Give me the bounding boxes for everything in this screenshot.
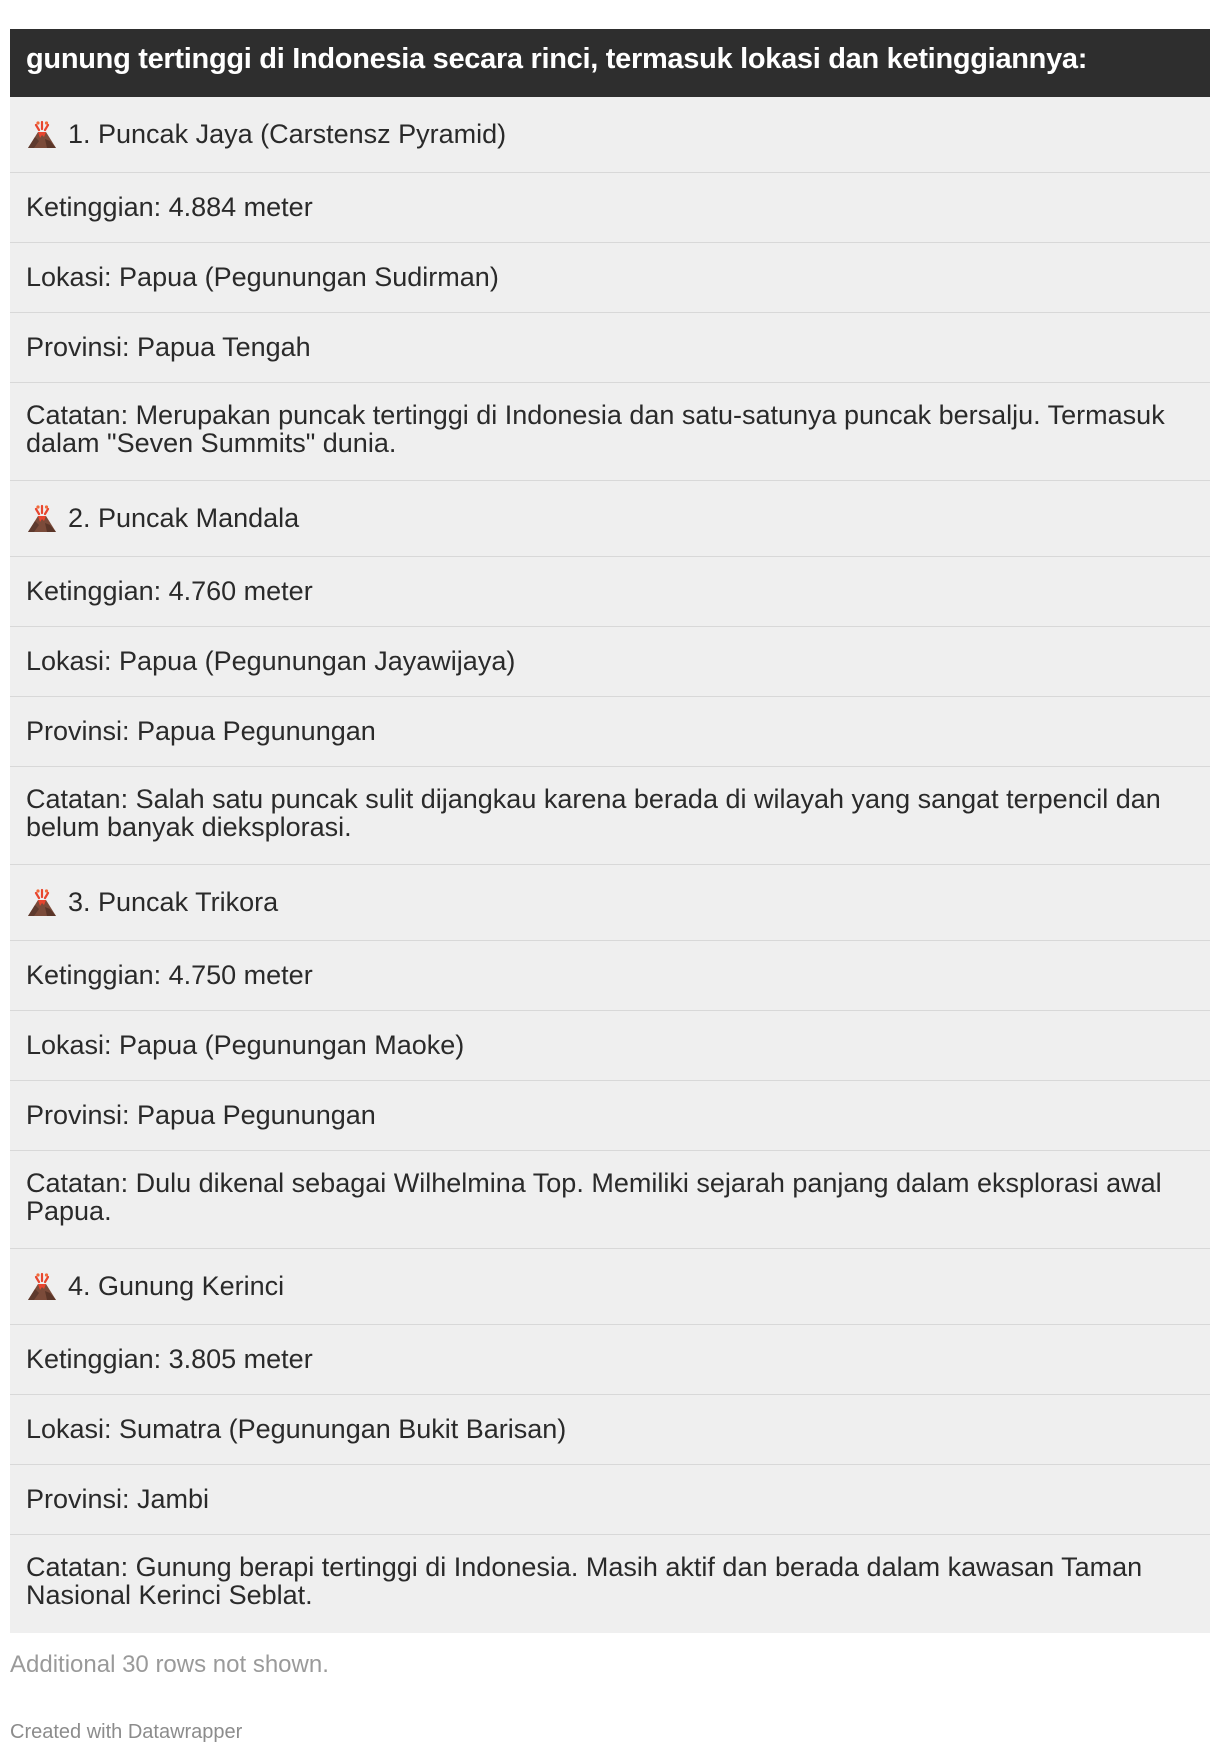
volcano-icon bbox=[26, 503, 58, 535]
table-row-mountain-title bbox=[10, 1249, 1210, 1325]
datawrapper-table-chart bbox=[10, 29, 1210, 1744]
table-cell-text: Lokasi: Papua (Pegunungan Sudirman) bbox=[26, 262, 499, 292]
table-row bbox=[10, 1325, 1210, 1395]
table-cell-text: Catatan: Gunung berapi tertinggi di Indonesia. Masih aktif dan berada dalam kawasan Taman Nasional Kerinci Seblat. bbox=[26, 1552, 1143, 1610]
table-row bbox=[10, 1395, 1210, 1465]
table-body bbox=[10, 97, 1210, 1633]
table-row bbox=[10, 627, 1210, 697]
table-row bbox=[10, 1465, 1210, 1535]
table-cell-text: 2. Puncak Mandala bbox=[68, 503, 300, 533]
table-cell-text: Lokasi: Papua (Pegunungan Maoke) bbox=[26, 1030, 465, 1060]
table-cell-text: 1. Puncak Jaya (Carstensz Pyramid) bbox=[68, 119, 507, 149]
table-cell-text: Provinsi: Papua Pegunungan bbox=[26, 1100, 376, 1130]
table-row bbox=[10, 697, 1210, 767]
table-cell-text: 3. Puncak Trikora bbox=[68, 887, 279, 917]
table-row bbox=[10, 1151, 1210, 1249]
table-notes: Additional 30 rows not shown. bbox=[10, 1651, 329, 1678]
table-row bbox=[10, 243, 1210, 313]
table-cell-text: Lokasi: Papua (Pegunungan Jayawijaya) bbox=[26, 646, 516, 676]
table-cell-text: Lokasi: Sumatra (Pegunungan Bukit Barisan) bbox=[26, 1414, 567, 1444]
table-cell-text: Ketinggian: 4.760 meter bbox=[26, 576, 313, 606]
table-row bbox=[10, 941, 1210, 1011]
table bbox=[10, 29, 1210, 1633]
table-cell-text: Provinsi: Jambi bbox=[26, 1484, 210, 1514]
table-row bbox=[10, 1535, 1210, 1633]
table-row bbox=[10, 313, 1210, 383]
table-row-mountain-title bbox=[10, 865, 1210, 941]
table-row bbox=[10, 767, 1210, 865]
table-row bbox=[10, 557, 1210, 627]
table-cell-text: Ketinggian: 3.805 meter bbox=[26, 1344, 313, 1374]
volcano-icon bbox=[26, 887, 58, 919]
table-row bbox=[10, 173, 1210, 243]
table-cell-text: Catatan: Merupakan puncak tertinggi di Indonesia dan satu-satunya puncak bersalju. Termasuk dalam "Seven Summits" dunia. bbox=[26, 400, 1165, 458]
table-cell-text: Provinsi: Papua Tengah bbox=[26, 332, 311, 362]
datawrapper-credit: Created with Datawrapper bbox=[10, 1721, 243, 1743]
volcano-icon bbox=[26, 119, 58, 151]
table-row bbox=[10, 1011, 1210, 1081]
table-row bbox=[10, 383, 1210, 481]
table-header: gunung tertinggi di Indonesia secara rinci, termasuk lokasi dan ketinggiannya: bbox=[10, 29, 1210, 97]
table-cell-text: 4. Gunung Kerinci bbox=[68, 1271, 285, 1301]
table-row-mountain-title bbox=[10, 97, 1210, 173]
table-row bbox=[10, 1081, 1210, 1151]
table-cell-text: Catatan: Salah satu puncak sulit dijangkau karena berada di wilayah yang sangat terpencil dan belum banyak dieksplorasi. bbox=[26, 784, 1161, 842]
table-cell-text: Provinsi: Papua Pegunungan bbox=[26, 716, 376, 746]
table-row-mountain-title bbox=[10, 481, 1210, 557]
table-cell-text: Ketinggian: 4.884 meter bbox=[26, 192, 313, 222]
volcano-icon bbox=[26, 1271, 58, 1303]
table-cell-text: Catatan: Dulu dikenal sebagai Wilhelmina Top. Memiliki sejarah panjang dalam eksplorasi awal Papua. bbox=[26, 1168, 1162, 1226]
table-cell-text: Ketinggian: 4.750 meter bbox=[26, 960, 313, 990]
